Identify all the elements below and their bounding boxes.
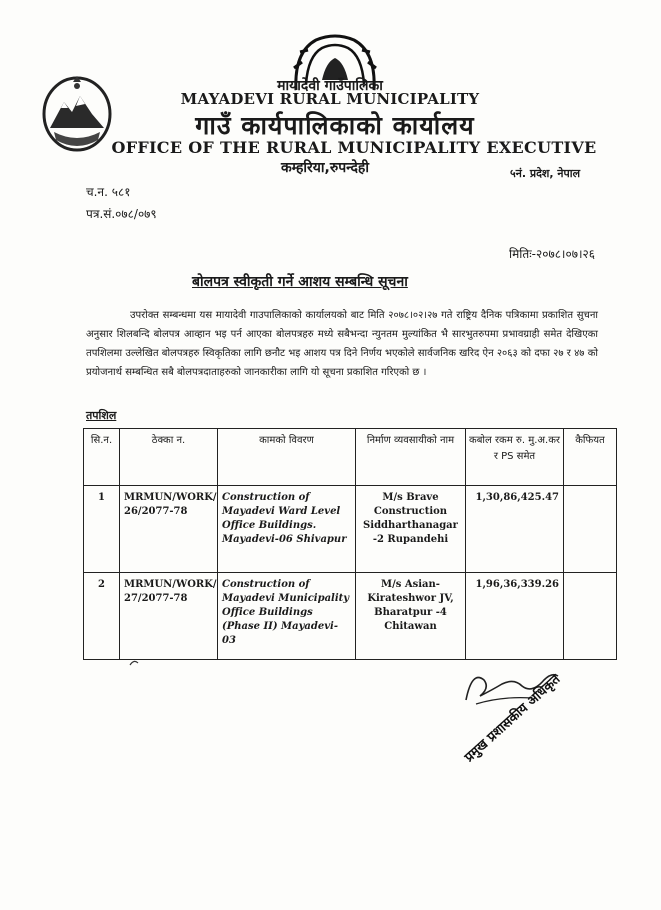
header-location: कम्हरिया,रुपन्देही xyxy=(281,160,369,176)
dispatch-number: च.न. ५८१ xyxy=(86,185,131,199)
cell-sn: 1 xyxy=(84,486,120,573)
cell-description: Construction of Mayadevi Municipality Office Buildings (Phase II) Mayadevi-03 xyxy=(218,573,356,660)
header-nepali-office: गाउँ कार्यपालिकाको कार्यालय xyxy=(195,111,475,140)
header-amount: कबोल रकम रु. मु.अ.कर र PS समेत xyxy=(466,429,564,486)
cell-contract-no: MRMUN/WORK/ 27/2077-78 xyxy=(120,573,218,660)
letter-number: पत्र.सं.०७८/०७९ xyxy=(86,207,157,221)
table-header-row xyxy=(84,429,617,486)
table-row xyxy=(84,573,617,660)
notice-date: मितिः-२०७८।०७।२६ xyxy=(508,247,595,261)
notice-subject: बोलपत्र स्वीकृती गर्ने आशय सम्बन्धि सूचना xyxy=(192,274,408,290)
province-label: ५नं. प्रदेश, नेपाल xyxy=(510,167,581,180)
cell-remarks xyxy=(564,573,617,660)
header-english-office: OFFICE OF THE RURAL MUNICIPALITY EXECUTIVE xyxy=(111,138,597,157)
cell-vendor: M/s Brave Construction Siddharthanagar -2 Rupandehi xyxy=(356,486,466,573)
mark-icon xyxy=(128,657,140,669)
header-contract-no: ठेक्का न. xyxy=(120,429,218,486)
details-label: तपशिल xyxy=(86,409,117,422)
header-description: कामको विवरण xyxy=(218,429,356,486)
cell-description: Construction of Mayadevi Ward Level Office Buildings. Mayadevi-06 Shivapur xyxy=(218,486,356,573)
header-sn: सि.न. xyxy=(84,429,120,486)
cell-vendor: M/s Asian-Kirateshwor JV, Bharatpur -4 Chitawan xyxy=(356,573,466,660)
cell-contract-no: MRMUN/WORK/ 26/2077-78 xyxy=(120,486,218,573)
bid-table xyxy=(83,428,617,660)
cell-remarks xyxy=(564,486,617,573)
official-stamp: प्रमुख प्रशासकीय अधिकृत xyxy=(462,672,564,766)
cell-amount: 1,96,36,339.26 xyxy=(466,573,564,660)
header-nepali-municipality: मायादेवी गाउँपालिका xyxy=(277,78,383,94)
cell-sn: 2 xyxy=(84,573,120,660)
header-vendor: निर्माण व्यवसायीको नाम xyxy=(356,429,466,486)
table-row xyxy=(84,486,617,573)
cell-amount: 1,30,86,425.47 xyxy=(466,486,564,573)
notice-body: उपरोक्त सम्बन्धमा यस मायादेवी गाउपालिकाको कार्यालयको बाट मिति २०७८।०२।२७ गते राष्ट्रिय दैनिक पत्रिकामा प्रकाशित सुचना अनुसार शिलबन्दि बोलपत्र आव्हान भइ पर्न आएका बोलपत्रहरु मध्ये सबैभन्दा न्युनतम मुल्यांकित भै सारभुतरुपमा प्रभावग्राही समेत देखिएका तपशिलमा उल्लेखित बोलपत्रहरु स्विकृतिका लागि छनौट भइ आशय पत्र दिने निर्णय भएकोले सार्वजनिक खरिद ऐन २०६३ को दफा २७ र ४७ को प्रयोजनार्थ सम्बन्धित सबै बोलपत्रदाताहरुको जानकारीका लागि यो सूचना प्रकाशित गरिएको छ । xyxy=(86,310,598,378)
reference-numbers xyxy=(86,181,157,225)
header-remarks: कैफियत xyxy=(564,429,617,486)
header-english-municipality: MAYADEVI RURAL MUNICIPALITY xyxy=(180,90,480,108)
nepal-emblem-icon xyxy=(40,68,114,158)
